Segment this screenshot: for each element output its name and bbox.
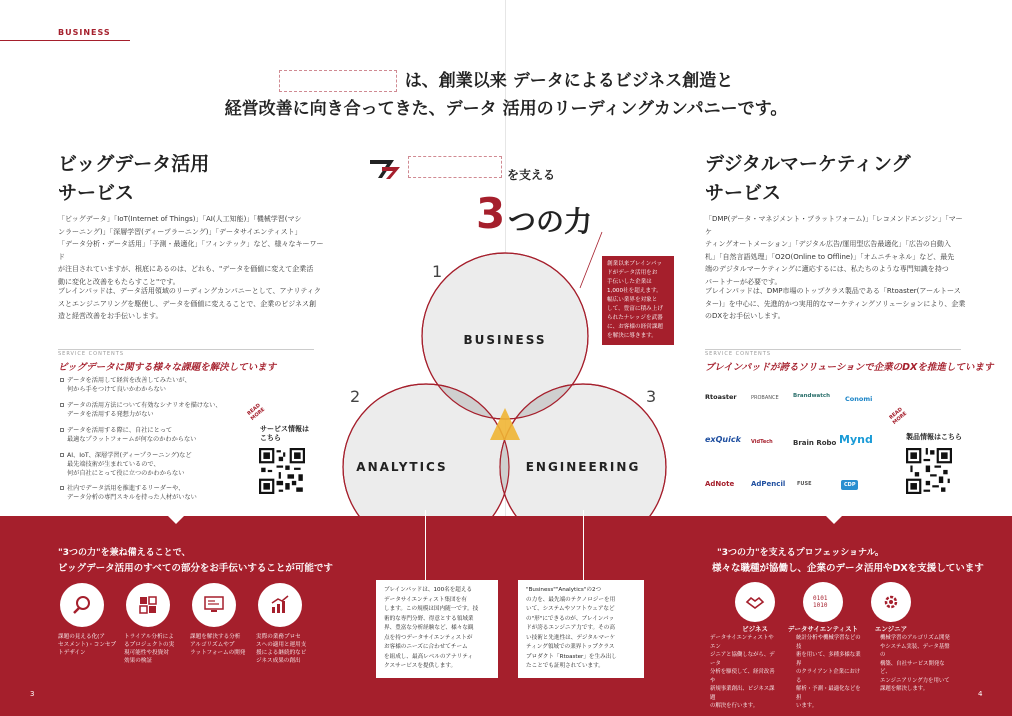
issue-text: AI、IoT、深層学習(ディープラーニング)など (67, 452, 192, 459)
issue-item (60, 426, 250, 451)
band-left-title-line-2: ビッグデータ活用のすべての部分をお手伝いすることが可能です (58, 563, 333, 574)
note-line-text: お客様のニーズに合わせてチーム (384, 644, 468, 650)
role-line: 機械学習のアルゴリズム開発 (880, 635, 950, 641)
venn-label-engineering: ENGINEERING (525, 460, 641, 474)
operation-caption (256, 633, 320, 665)
center-subtitle: を支える (507, 168, 556, 182)
caption-line: ジネス成果の創出 (256, 658, 301, 664)
note-line-text: "Business""Analytics"の2つ (526, 587, 602, 593)
role-text-engineer (880, 634, 952, 694)
caption-line: トデザイン (58, 650, 86, 656)
note-line-text: 界、豊富な分析経験など、様々な観 (384, 625, 474, 631)
page-number-right: 4 (978, 690, 983, 698)
role-text-business (710, 634, 778, 711)
right-para1-line: 端のデジタルマーケティングに適応するには、私たちのような専門知識を持つ (705, 265, 949, 273)
logo-adnote[interactable]: AdNote (705, 480, 735, 488)
note-line-text: の力を、最先端のテクノロジーを用 (526, 596, 616, 603)
role-line: 構築、自社サービス開発など、 (880, 660, 945, 675)
checkbox-icon (60, 378, 64, 382)
issue-text: 社内でデータ活用を推進するリーダーや、 (67, 485, 185, 492)
logo-conomi[interactable]: Conomi (845, 395, 873, 403)
caption-line: トライアル分析によ (124, 634, 174, 640)
issue-text: データ分析の専門スキルを持った人材がいない (67, 494, 197, 501)
role-title-ds: データサイエンティスト (787, 625, 859, 633)
left-para1-line: 動に変化と改善をもたらすこと"です。 (58, 277, 180, 286)
caption-line: セスメント)・コンセプ (58, 642, 117, 648)
issue-item (60, 484, 250, 509)
left-qr-label: サービス情報は こちら (260, 425, 309, 442)
issue-text: データの活用方法について有効なシナリオを描けない、 (67, 402, 222, 409)
svg-text:0101: 0101 (813, 595, 828, 602)
callout-line: 手伝いした企業は (607, 279, 652, 285)
trial-caption (124, 633, 186, 665)
note-line-text: プロダクト「Rtoaster」を生み出し (526, 653, 617, 660)
logo-brain-robo[interactable]: Brain Robo (793, 439, 837, 447)
issue-text: 最適なプラットフォームが何なのかわからない (67, 436, 197, 443)
band-notch-left (168, 516, 184, 524)
left-title-line-2: サービス (58, 182, 135, 204)
right-para2-line: ブレインパッドは、DMP市場のトップクラス製品である「Rtoaster(アールトース (705, 287, 961, 295)
right-sc-title: ブレインパッドが誇るソリューションで企業のDXを推進しています (705, 362, 994, 373)
left-para2-line: ブレインパッドは、データ活用領域のリーディングカンパニーとして、アナリティク (58, 287, 321, 295)
left-para1-line: ンラーニング)」「深層学習(ディープラーニング)」「データサイエンティスト」 (58, 227, 302, 236)
right-sc-rule (705, 349, 961, 350)
issue-text: 何が自社にとって役に立つのかわからない (67, 470, 185, 477)
right-paragraph-2 (705, 285, 967, 323)
caption-line: アルゴリズムやプ (190, 642, 235, 648)
left-para1-line: 「データ分析・データ活用」「予測・最適化」「フィンテック」など、様々なキーワード (58, 240, 324, 261)
headline-line-1 (0, 66, 1012, 92)
caption-line: スへの適用と運用支 (256, 642, 307, 648)
callout-line: して、豊富に積み上げ (607, 306, 663, 312)
right-read-more[interactable]: READ MORE (888, 406, 909, 426)
headline-line-1-text: は、創業以来 データによるビジネス創造と (404, 71, 734, 91)
engineering-note-line (583, 510, 584, 580)
svg-text:1010: 1010 (813, 602, 828, 609)
role-line: 統計分析や機械学習などの技 (796, 635, 861, 650)
right-para2-line: のDXをお手伝いします。 (705, 312, 785, 320)
issue-text: 最先端技術が生まれているので、 (67, 461, 160, 468)
issue-item (60, 401, 250, 426)
venn-number-1: 1 (432, 262, 443, 281)
logo-vidtech[interactable]: VidTech (751, 439, 773, 445)
magnifier-icon (71, 594, 93, 616)
company-logo-placeholder-2 (408, 156, 502, 178)
logo-mynd[interactable]: Mynd (839, 433, 873, 446)
caption-line: 援による継続的なビ (256, 650, 307, 656)
develop-caption (190, 633, 252, 657)
logo-rtoaster[interactable]: Rtoaster (705, 393, 737, 401)
role-text-ds (796, 634, 864, 711)
note-line-text: の"形"にできるのが、ブレインパッ (526, 615, 615, 622)
role-title-engineer: エンジニア (874, 625, 908, 633)
caption-line: 実際の業務プロセ (256, 634, 301, 640)
callout-line: を解決に導きます。 (607, 333, 657, 339)
left-para1-line: 「ビッグデータ」「IoT(Internet of Things)」「AI(人工知能)」「機械学習(マシ (58, 215, 302, 223)
big-three: 3 (476, 189, 506, 238)
band-right-title-line-2: 様々な職種が協働し、企業のデータ活用やDXを支援しています (712, 563, 984, 574)
company-mark-icon (368, 158, 402, 180)
right-para1-line: 札」「自然言語処理」「O2O(Online to Offline)」「オムニチャネル」など、最先 (705, 252, 955, 261)
note-line-text: い技術と先進性は、デジタルマーケ (526, 634, 616, 641)
checkbox-icon (60, 428, 64, 432)
engineering-note (518, 580, 644, 678)
caption-line: 課題を解決する分析 (190, 634, 241, 640)
left-sc-label: SERVICE CONTENTS (58, 351, 125, 357)
venn-number-3: 3 (646, 387, 657, 406)
logo-cdp[interactable]: CDP (841, 480, 858, 490)
right-qr-label: 製品情報はこちら (906, 433, 962, 441)
right-para1-line: 「DMP(データ・マネジメント・プラットフォーム)」「レコメンドエンジン」「マーケ (705, 215, 963, 236)
venn-number-2: 2 (350, 387, 361, 406)
callout-line: 創業以来ブレインパッ (607, 261, 663, 267)
role-line: 分析を駆使して、経営改善や (710, 669, 775, 684)
left-title-line-1: ビッグデータ活用 (58, 153, 210, 175)
right-section-title (705, 150, 911, 208)
note-line-text: 術的な専門分野、得意とする領域業 (384, 615, 474, 622)
note-line-text: ティング領域での業界トップクラス (526, 644, 615, 650)
right-sc-label: SERVICE CONTENTS (705, 351, 772, 357)
note-line-text: ドが誇るエンジニア力です。その高 (526, 625, 615, 631)
band-left-title-line-1: "3つの力"を兼ね備えることで、 (58, 548, 191, 558)
puzzle-icon (137, 594, 159, 616)
binary-data-icon (812, 592, 834, 612)
section-tag: BUSINESS (58, 28, 111, 37)
callout-line: 1,000社を超えます。 (607, 288, 662, 294)
assessment-circle (60, 583, 104, 627)
issue-list (60, 376, 250, 509)
callout-line: ドがデータ活用をお (607, 270, 658, 276)
callout-line: 幅広い業界を対象と (607, 297, 658, 303)
assessment-caption (58, 633, 120, 657)
caption-line: 現可能性や投資対 (124, 650, 169, 656)
note-line-text: データサイエンティスト集団を有 (384, 596, 467, 603)
page-number-left: 3 (30, 690, 35, 698)
checkbox-icon (60, 403, 64, 407)
note-line-text: ブレインパッドは、100名を超える (384, 587, 473, 593)
right-para1-line: パートナーが必要です。 (705, 277, 782, 286)
left-para2-line: スとエンジニアリングを駆使し、データを価値に変えることで、企業のビジネス創 (58, 299, 317, 308)
left-section-title (58, 150, 209, 208)
left-read-more[interactable]: READ MORE (246, 402, 267, 422)
logo-adpencil[interactable]: AdPencil (751, 480, 786, 488)
left-sc-rule (58, 349, 314, 350)
band-notch-right (826, 516, 842, 524)
note-line-text: を組成し、最高レベルのアナリティ (384, 653, 473, 660)
checkbox-icon (60, 453, 64, 457)
ds-role-circle (803, 582, 843, 622)
growth-chart-icon (269, 594, 291, 616)
issue-text: 何から手をつけて良いかわからない (67, 386, 166, 393)
role-line: データサイエンティストやエン (710, 635, 774, 650)
issue-item (60, 451, 250, 484)
logo-fuse[interactable]: FUSE (797, 481, 812, 487)
left-qr-code[interactable] (259, 448, 305, 494)
analytics-note-line (425, 510, 426, 580)
band-right-title (712, 545, 984, 577)
analytics-note (376, 580, 498, 678)
right-para1-line: ティングオートメーション」「デジタル広告/運用型広告最適化」「広告の自動入 (705, 240, 951, 248)
role-line: います。 (796, 703, 818, 709)
handshake-icon (745, 592, 765, 612)
monitor-icon (203, 594, 225, 616)
issue-text: データを活用して経営を改善してみたいが、 (67, 377, 191, 384)
left-para2-line: 造と経営改善をお手伝いします。 (58, 312, 163, 320)
issue-text: データを活用する際に、自社にとって (67, 427, 173, 434)
engineer-role-circle (871, 582, 911, 622)
left-para1-line: が注目されていますが、根底にあるのは、どれも、"データを価値に変えて企業活 (58, 265, 314, 273)
role-line: の解決を行います。 (710, 703, 759, 709)
trial-circle (126, 583, 170, 627)
note-line-text: いて、システムやソフトウェアなど (526, 606, 615, 612)
note-line-text: クスサービスを提供します。 (384, 663, 457, 669)
operation-circle (258, 583, 302, 627)
logo-exquick[interactable]: exQuick (705, 435, 741, 444)
headline-line-2: 経営改善に向き合ってきた、データ 活用のリーディングカンパニーです。 (224, 99, 788, 119)
left-paragraph-2 (58, 285, 328, 323)
callout-line: に、お客様の経営課題 (607, 324, 663, 330)
company-logo-placeholder (279, 70, 397, 92)
venn-label-analytics: ANALYTICS (356, 460, 448, 474)
caption-line: ラットフォームの開発 (190, 650, 246, 656)
role-line: のクライアント企業における (796, 669, 861, 684)
role-line: 術を用いて、多種多様な業界 (796, 652, 861, 667)
role-line: 新規事業創出、ビジネス課題 (710, 686, 775, 701)
left-paragraph-1 (58, 213, 328, 288)
develop-circle (192, 583, 236, 627)
right-title-line-1: デジタルマーケティング (705, 153, 911, 175)
logo-brandwatch[interactable]: Brandwatch (793, 393, 831, 399)
role-line: 課題を解決します。 (880, 686, 929, 692)
role-line: ジニアと協働しながら、データ (710, 652, 775, 667)
issue-item (60, 376, 250, 401)
tag-rule (0, 40, 130, 41)
three-powers-title: つの力 (508, 205, 593, 238)
role-line: 解析・予測・最適化などを担 (796, 686, 861, 701)
venn-label-business: BUSINESS (463, 333, 547, 347)
band-right-title-line-1: "3つの力"を支えるプロフェッショナル。 (717, 548, 884, 558)
right-paragraph-1 (705, 213, 967, 288)
callout-line: られたナレッジを武器 (607, 315, 663, 321)
logo-probance[interactable]: PROBANCE (751, 395, 779, 401)
caption-line: 効果の検証 (124, 658, 152, 664)
left-sc-title: ビッグデータに関する様々な課題を解決しています (58, 362, 277, 373)
band-left-title (58, 545, 333, 577)
right-title-line-2: サービス (705, 182, 782, 204)
three-powers-venn (330, 240, 680, 560)
note-line-text: 点を持つデータサイエンティストが (384, 634, 473, 641)
business-role-circle (735, 582, 775, 622)
gear-icon (881, 592, 901, 612)
right-qr-code[interactable] (906, 448, 952, 494)
note-line-text: します。この規模は国内随一です。技 (384, 606, 479, 612)
issue-text: データを活用する発想力がない (67, 411, 154, 418)
note-line-text: たことでも証明されています。 (526, 663, 604, 669)
role-line: エンジニアリング力を用いて (880, 677, 950, 684)
role-line: やシステム実装、データ基盤の (880, 643, 950, 658)
caption-line: るプロジェクトの実 (124, 642, 175, 648)
role-title-business: ビジネス (742, 625, 768, 633)
right-para2-line: ター)」を中心に、先進的かつ実用的なマーケティングソリューションにより、企業 (705, 299, 966, 308)
checkbox-icon (60, 486, 64, 490)
caption-line: 課題の見える化(ア (58, 634, 105, 640)
